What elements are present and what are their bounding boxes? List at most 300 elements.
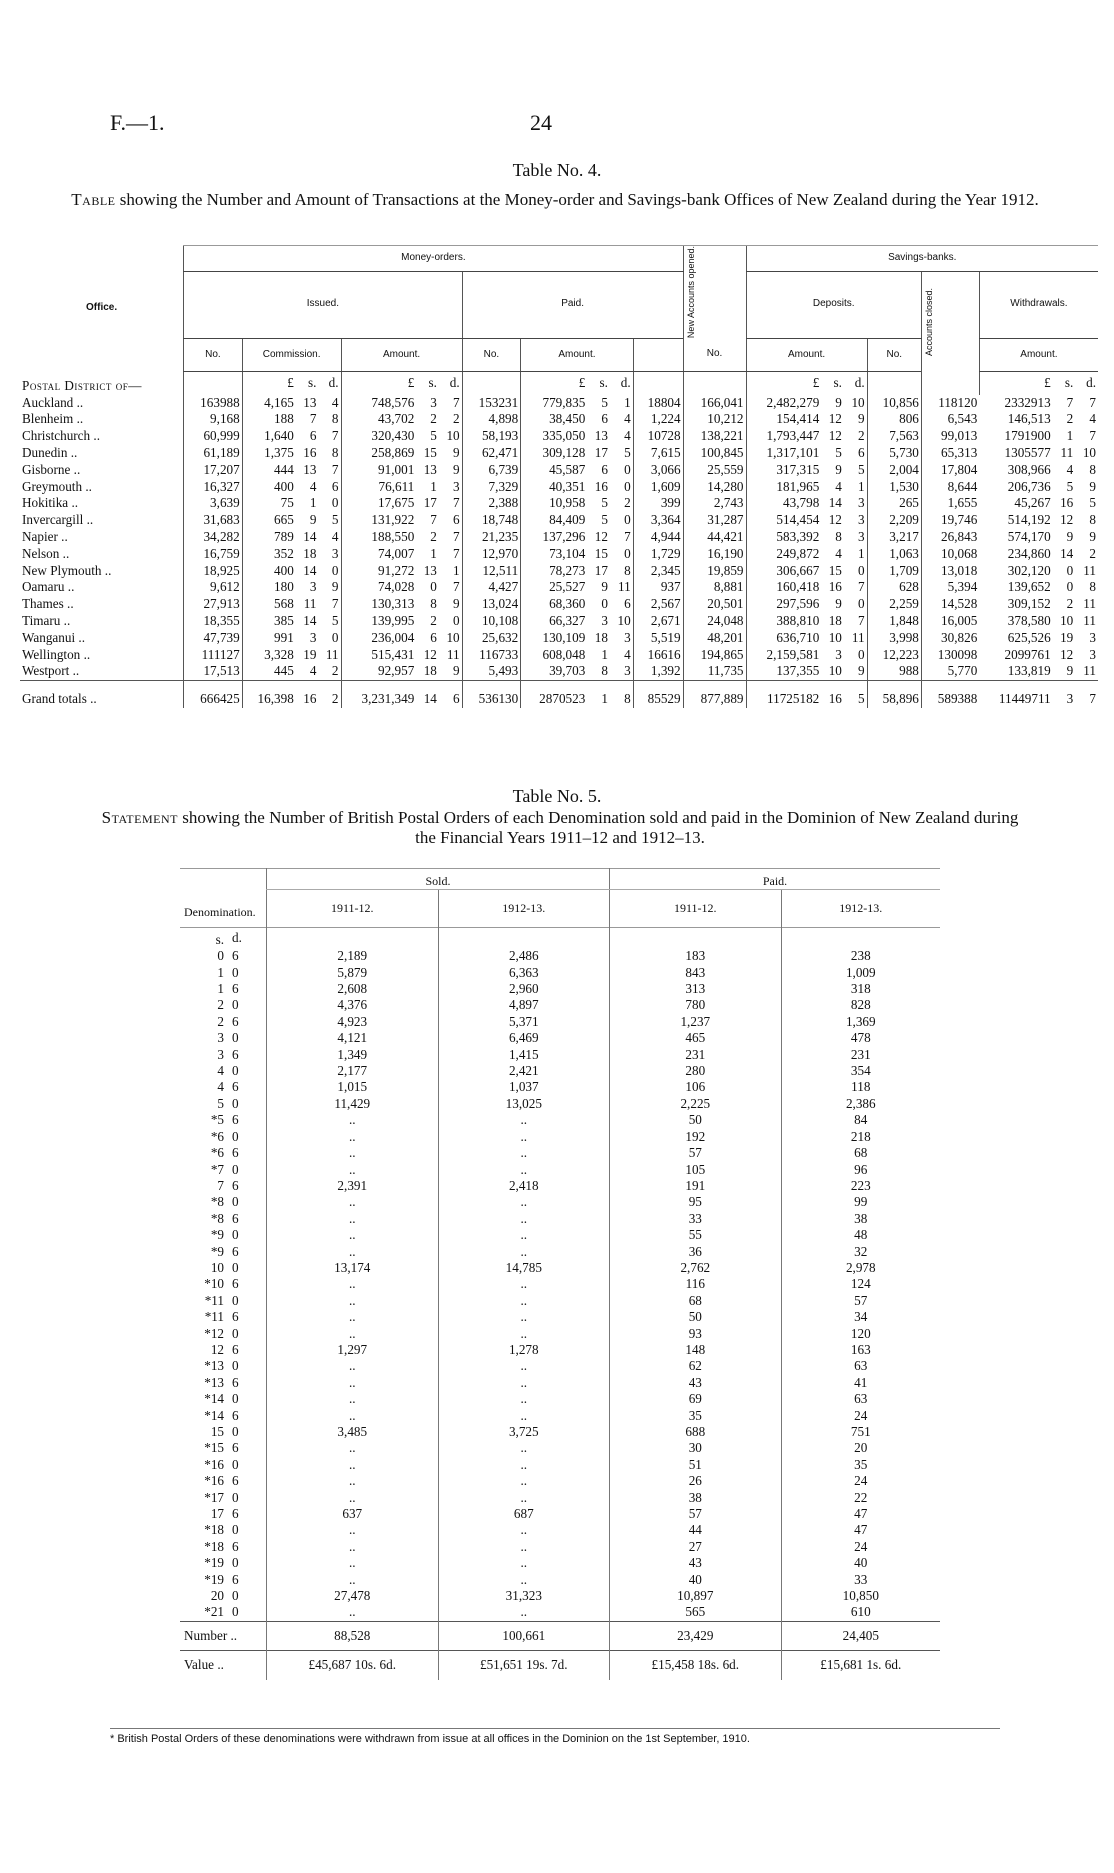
cell: 4 [1066,461,1074,477]
paid-amount-header: Amount. [521,338,633,372]
cell: 0 [858,596,865,612]
count: 30 [610,1440,782,1456]
cell: 589388 [921,681,979,708]
denomination-row [180,997,940,1013]
cell: 194,865 [683,647,746,664]
count: 4,897 [438,997,610,1013]
cell: 15 [828,562,842,578]
cell: 45,267 [1014,495,1051,511]
count: 2,608 [267,981,439,997]
shillings: *16 [204,1473,224,1489]
denomination-row [180,1326,940,1342]
shillings: 10 [210,1259,224,1275]
shillings: *5 [210,1112,224,1128]
table4-row [20,428,1098,445]
table4-row [20,512,1098,529]
cell: 10 [1060,613,1074,629]
count: 44 [610,1522,782,1538]
cell: 308,966 [1007,461,1051,477]
withdrawals-amount-header: Amount. [979,338,1098,372]
cell: 4,165 [242,395,296,412]
cell: 3 [453,478,460,494]
cell: 62,471 [462,445,521,462]
value-total-row-value: £15,458 18s. 6d. [610,1651,782,1680]
cell: 18,355 [184,613,243,630]
table4-desc-lead: Table [71,190,116,209]
cell: 388,810 [746,613,821,630]
count: .. [438,1145,610,1161]
cell: 8 [1089,512,1096,528]
pence: 0 [232,1063,239,1079]
cell: 188,550 [341,529,416,546]
shillings: *16 [204,1456,224,1472]
cell: 3 [858,495,865,511]
cell: 10,958 [521,495,588,512]
count: .. [438,1309,610,1325]
cell: 10 [446,629,460,645]
cell: 137,296 [521,529,588,546]
count: .. [438,1326,610,1342]
cell: 0 [331,495,339,511]
shillings: *19 [204,1555,224,1571]
cell: 3 [601,613,608,629]
count: 4,923 [267,1014,439,1030]
cell: 877,889 [683,681,746,708]
cell: 16 [1060,495,1074,511]
denomination-row [180,1457,940,1473]
denomination-row [180,1539,940,1555]
cell: 9 [835,394,842,410]
denomination-row [180,1408,940,1424]
count: 5,879 [267,965,439,981]
cell: 61,189 [184,445,243,462]
table4-row [20,647,1098,664]
cell: 206,736 [1007,478,1051,494]
cell: 0 [1066,562,1074,578]
count: .. [438,1244,610,1260]
count: .. [438,1408,610,1424]
table4-row [20,395,1098,412]
denomination-row [180,1014,940,1030]
count: 1,415 [438,1047,610,1063]
count: .. [438,1555,610,1571]
cell: 5,730 [867,445,921,462]
cell: 34,282 [184,529,243,546]
count: 1,037 [438,1079,610,1095]
sold-1912-header: 1912-13. [438,890,610,927]
value-total-row-value: £51,651 19s. 7d. [438,1651,610,1680]
cell: 130,109 [521,630,588,647]
count: 687 [438,1506,610,1522]
cell: 19,859 [683,563,746,580]
cell: 4 [624,646,631,662]
count: 465 [610,1030,782,1046]
cell: 19 [1060,629,1074,645]
table5-body [180,927,940,1679]
cell: 18 [828,613,842,629]
paid-1911-header: 1911-12. [610,890,782,927]
cell: 12 [423,646,437,662]
count: .. [267,1358,439,1374]
cell: 1,655 [921,495,979,512]
cell: 1791900 [1004,428,1051,444]
count: 318 [781,981,940,997]
cell: 84,409 [521,512,588,529]
cell: 4,427 [462,579,521,596]
withdrawals-header: Withdrawals. [979,271,1098,338]
sd-units-row: s. d. [180,927,940,948]
cell: 2 [1066,596,1074,612]
cell: 2 [430,529,437,545]
count: .. [438,1293,610,1309]
issued-amount-header: Amount. [341,338,462,372]
cell: 574,170 [1007,529,1051,545]
table5-desc-rest: showing the Number of British Postal Orders of each Denomination sold and paid in the Dominion of New Zealand during the Financial Years 1911–12 and 1912–13. [177,808,1019,847]
table4-row [20,479,1098,496]
cell: 4 [331,394,339,410]
cell: 2,671 [633,613,683,630]
cell: 6,543 [921,411,979,428]
cell: 666425 [184,681,243,708]
shillings: *13 [204,1358,224,1374]
table4-row [20,613,1098,630]
cell: 5,770 [921,663,979,680]
cell: 17 [594,445,608,461]
cell: 3 [624,663,631,679]
count: 68 [610,1293,782,1309]
cell: 9,168 [184,411,243,428]
count: 106 [610,1079,782,1095]
new-accounts-spacer [633,338,683,372]
cell: 1,375 [242,445,296,462]
table4-body [20,372,1098,708]
denomination-row [180,1342,940,1358]
denomination-row [180,1522,940,1538]
cell: 130,313 [341,596,416,613]
count: 47 [781,1522,940,1538]
count: 1,349 [267,1047,439,1063]
cell: 317,315 [746,462,821,479]
cell: 17,675 [341,495,416,512]
cell: 14 [828,495,842,511]
cell: 11,735 [683,663,746,680]
cell: 9,612 [184,579,243,596]
cell: 234,860 [1007,545,1051,561]
count: 57 [781,1293,940,1309]
cell: 73,104 [521,546,588,563]
deposits-no-header: No. [683,338,746,372]
cell: 9 [453,461,460,477]
shillings: *6 [210,1128,224,1144]
cell: 7,563 [867,428,921,445]
cell: 6 [309,428,317,444]
count: 36 [610,1244,782,1260]
cell: 7 [1089,394,1096,410]
cell: 111127 [184,647,243,664]
cell: 9 [1089,529,1096,545]
cell: 2 [430,411,437,427]
cell: 1 [1066,428,1074,444]
cell: 12,223 [867,647,921,664]
cell: 4 [835,545,842,561]
count: .. [267,1539,439,1555]
count: .. [438,1572,610,1588]
cell: 3,998 [867,630,921,647]
count: 40 [781,1555,940,1571]
count: 223 [781,1178,940,1194]
denomination-row [180,1375,940,1391]
count: .. [267,1276,439,1292]
count: 51 [610,1457,782,1473]
cell: 2 [624,495,631,511]
cell: 30,826 [921,630,979,647]
cell: 10728 [633,428,683,445]
denomination-row [180,1588,940,1604]
cell: 9 [1066,663,1074,679]
number-total-row [180,1621,940,1650]
cell: 139,995 [341,613,416,630]
cell: 12 [828,512,842,528]
office-name: Blenheim .. [22,411,84,427]
cell: 236,004 [341,630,416,647]
cell: 74,028 [341,579,416,596]
count: .. [438,1440,610,1456]
count: 688 [610,1424,782,1440]
cell: 378,580 [1007,613,1051,629]
shillings: *11 [204,1292,224,1308]
cell: 31,287 [683,512,746,529]
denomination-row [180,1490,940,1506]
cell: 137,355 [746,663,821,680]
shillings: 0 [217,948,224,964]
pence: 6 [232,1473,239,1489]
cell: 7,615 [633,445,683,462]
cell: 9 [601,579,608,595]
table4-row [20,563,1098,580]
cell: 139,652 [1007,579,1051,595]
count: 843 [610,965,782,981]
cell: 118120 [921,395,979,412]
cell: 12 [1060,512,1074,528]
count: .. [267,1522,439,1538]
denomination-row [180,1309,940,1325]
cell: 8,881 [683,579,746,596]
cell: 0 [624,478,631,494]
pence: 0 [232,1095,239,1111]
count: .. [267,1162,439,1178]
count: .. [438,1522,610,1538]
count: 192 [610,1129,782,1145]
cell: 16,327 [184,479,243,496]
cell: 309,128 [521,445,588,462]
count: 20 [781,1440,940,1456]
denomination-row [180,1145,940,1161]
cell: 1,848 [867,613,921,630]
count: 24 [781,1539,940,1555]
cell: 2 [858,428,865,444]
cell: 7 [453,579,460,595]
cell: 2,743 [683,495,746,512]
cell: 8 [1089,461,1096,477]
cell: 85529 [633,681,683,708]
value-total-row-value: £15,681 1s. 6d. [781,1651,940,1680]
count: .. [438,1194,610,1210]
denomination-row [180,1194,940,1210]
count: 2,189 [267,948,439,964]
shillings: 5 [217,1095,224,1111]
office-name: Wellington .. [22,646,91,662]
denomination-row [180,1424,940,1440]
pence: 0 [232,1358,239,1374]
cell: 625,526 [1007,629,1051,645]
count: .. [438,1391,610,1407]
pence: 0 [232,1604,239,1620]
pence: 6 [232,1276,239,1292]
denomination-row [180,1473,940,1489]
cell: 92,957 [341,663,416,680]
cell: 8 [835,529,842,545]
count: 3,485 [267,1424,439,1440]
cell: 47,739 [184,630,243,647]
table4-row [20,529,1098,546]
pence: 6 [232,1571,239,1587]
cell: 180 [242,579,296,596]
paid-no-header: No. [462,338,521,372]
number-total-row-value: 23,429 [610,1621,782,1650]
count: 191 [610,1178,782,1194]
denomination-row [180,1391,940,1407]
count: 780 [610,997,782,1013]
cell: 43,798 [746,495,821,512]
count: .. [267,1473,439,1489]
office-name: Hokitika .. [22,495,79,511]
cell: 1,224 [633,411,683,428]
shillings: 4 [217,1063,224,1079]
cell: 100,845 [683,445,746,462]
denomination-row [180,1047,940,1063]
cell: 17 [423,495,437,511]
number-total-row-value: 100,661 [438,1621,610,1650]
cell: 18,925 [184,563,243,580]
value-total-row [180,1651,940,1680]
cell: 2099761 [1004,646,1051,662]
cell: 7 [331,428,339,444]
cell: 7 [453,545,460,561]
cell: 6 [453,512,460,528]
cell: 58,896 [867,681,921,708]
table4-row [20,630,1098,647]
cell: 536130 [462,681,521,708]
count: 1,009 [781,965,940,981]
count: 354 [781,1063,940,1079]
cell: 8 [331,445,339,461]
cell: 14 [303,613,317,629]
count: 2,177 [267,1063,439,1079]
table4-title: Table No. 4. [512,160,602,180]
deposits-amount-header: Amount. [746,338,867,372]
shillings: *8 [210,1194,224,1210]
cell: 1305577 [1004,445,1051,461]
count: 95 [610,1194,782,1210]
cell: 7 [624,529,631,545]
count: 124 [781,1276,940,1292]
pence: 6 [232,1341,239,1357]
cell: 27,913 [184,596,243,613]
cell: 138,221 [683,428,746,445]
cell: 10,856 [867,395,921,412]
denomination-row [180,1260,940,1276]
count: .. [267,1555,439,1571]
count: .. [267,1326,439,1342]
count: 2,225 [610,1096,782,1112]
count: 24 [781,1408,940,1424]
pence: 0 [232,964,239,980]
page-header-code: F.—1. [110,110,165,135]
cell: 11 [1083,663,1096,679]
shillings: *19 [204,1571,224,1587]
cell: 8 [1089,579,1096,595]
cell: 2,004 [867,462,921,479]
count: 4,121 [267,1030,439,1046]
cell: 12 [1060,646,1074,662]
cell: 10 [1082,445,1096,461]
cell: 11449711 [979,681,1052,708]
cell: 6 [430,629,437,645]
shillings: 3 [217,1046,224,1062]
cell: 7 [309,411,317,427]
cell: 4 [835,478,842,494]
count: .. [267,1112,439,1128]
cell: 1 [624,394,631,410]
table4 [20,245,1098,708]
cell: 11 [1083,613,1096,629]
office-name: Invercargill .. [22,512,94,528]
pence: 6 [232,1440,239,1456]
denomination-row [180,1506,940,1522]
cell: 515,431 [341,647,416,664]
office-name: Gisborne .. [22,461,81,477]
count: .. [267,1457,439,1473]
cell: 16616 [633,647,683,664]
cell: 302,120 [1007,562,1051,578]
cell: 40,351 [521,479,588,496]
cell: 2 [430,613,437,629]
denomination-row [180,965,940,981]
cell: 1 [430,478,437,494]
pence: 0 [232,1489,239,1505]
shillings: 1 [217,964,224,980]
office-name: Westport .. [22,663,80,679]
cell: 5 [601,512,608,528]
count: 2,421 [438,1063,610,1079]
cell: 9 [835,461,842,477]
cell: 9 [309,512,317,528]
shillings: *12 [204,1325,224,1341]
cell: 5 [844,681,867,708]
count: 1,297 [267,1342,439,1358]
cell: 5 [430,428,437,444]
cell: 60,999 [184,428,243,445]
shillings: *9 [210,1243,224,1259]
office-name: Nelson .. [22,545,70,561]
cell: 3 [309,579,317,595]
cell: 5 [331,512,339,528]
office-name: Christchurch .. [22,428,101,444]
count: 118 [781,1079,940,1095]
pence: 0 [232,1030,239,1046]
denomination-row [180,1162,940,1178]
cell: 44,421 [683,529,746,546]
